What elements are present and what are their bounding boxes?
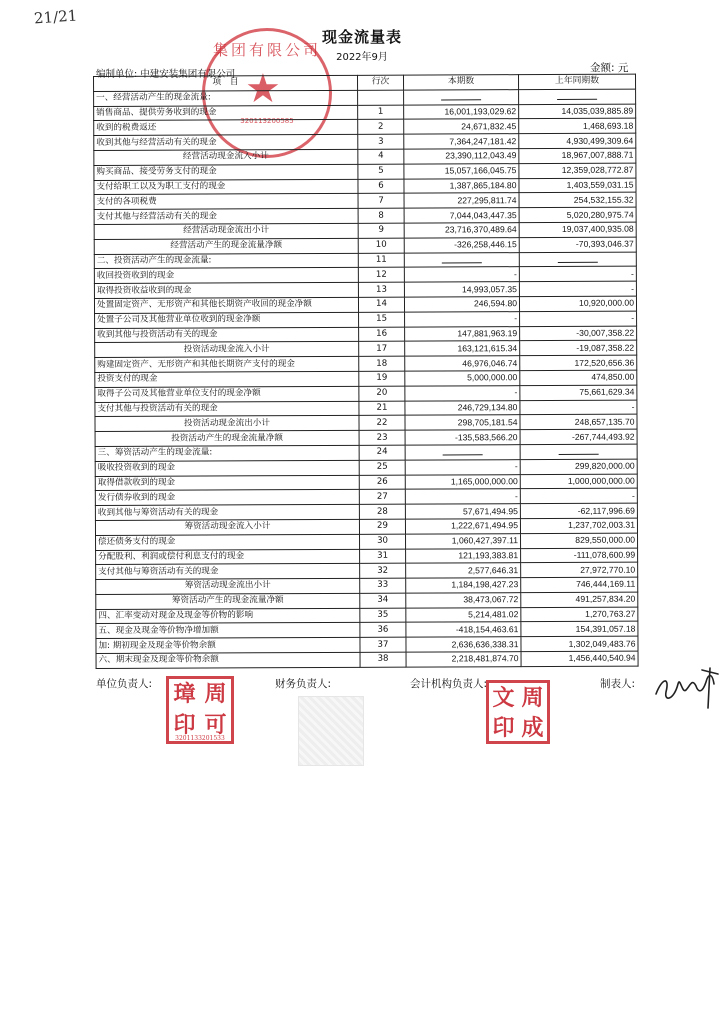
seal-char: 印 <box>173 712 196 738</box>
blank-rule <box>558 262 598 263</box>
row-previous-value: 1,403,559,031.15 <box>519 178 636 193</box>
row-item-label: 投资活动产生的现金流量净额 <box>95 430 359 446</box>
row-previous-value: 19,037,400,935.08 <box>519 222 636 237</box>
seal-char: 璋 <box>173 681 196 707</box>
header-item: 项 目 <box>94 75 358 91</box>
row-line-no: 7 <box>358 194 404 209</box>
row-previous-value: 474,850.00 <box>520 370 637 385</box>
row-previous-value: 491,257,834.20 <box>521 592 638 607</box>
row-previous-value: 829,550,000.00 <box>520 533 637 548</box>
row-previous-value: 1,270,763.27 <box>521 607 638 622</box>
unit-head-seal-code: 3201133201533 <box>175 735 225 742</box>
row-current-value: -326,258,446.15 <box>404 237 519 252</box>
row-previous-value: 154,391,057.18 <box>521 622 638 637</box>
company-name: 编制单位: 中建安装集团有限公司 <box>96 69 236 80</box>
header-line-no: 行次 <box>357 75 403 90</box>
seal-char: 成 <box>521 715 544 741</box>
row-previous-value <box>519 89 636 104</box>
seal-char: 文 <box>492 685 515 711</box>
header-current-period: 本期数 <box>403 75 518 90</box>
row-previous-value: 18,967,007,888.71 <box>519 148 636 163</box>
preparer-label: 制表人: <box>600 678 636 690</box>
row-item-label: 投资活动现金流出小计 <box>95 416 359 432</box>
row-line-no: 18 <box>359 356 405 371</box>
row-previous-value: 299,820,000.00 <box>520 459 637 474</box>
company-seal-code: 320113200585 <box>240 117 294 125</box>
header-previous-period: 上年同期数 <box>518 74 635 89</box>
row-current-value: - <box>405 459 520 474</box>
row-previous-value: - <box>519 266 636 281</box>
row-line-no: 32 <box>360 563 406 578</box>
row-line-no: 6 <box>358 179 404 194</box>
finance-head-label: 财务负责人: <box>275 678 332 690</box>
row-item-label: 收回投资收到的现金 <box>94 268 358 284</box>
row-item-label: 经营活动现金流出小计 <box>94 223 358 239</box>
row-item-label: 六、期末现金及现金等价物余额 <box>96 652 360 668</box>
row-item-label: 筹资活动现金流入小计 <box>95 519 359 535</box>
row-line-no: 29 <box>359 519 405 534</box>
row-item-label: 投资支付的现金 <box>95 371 359 387</box>
row-current-value: - <box>404 267 519 282</box>
row-current-value <box>404 89 519 104</box>
blank-rule <box>441 99 481 100</box>
page-title: 现金流量表 <box>321 28 402 46</box>
company-seal-text: 集团有限公司 <box>212 41 321 59</box>
row-current-value: 1,060,427,397.11 <box>406 533 521 548</box>
row-previous-value: - <box>520 488 637 503</box>
row-line-no: 36 <box>360 623 406 638</box>
row-item-label: 支付其他与筹资活动有关的现金 <box>96 564 360 580</box>
row-current-value: 1,222,671,494.95 <box>405 519 520 534</box>
row-previous-value: 1,468,693.18 <box>519 119 636 134</box>
row-line-no: 24 <box>359 445 405 460</box>
row-line-no: 10 <box>358 238 404 253</box>
row-current-value: 1,184,198,427.23 <box>406 578 521 593</box>
row-previous-value: 172,520,656.36 <box>520 355 637 370</box>
row-line-no: 17 <box>359 341 405 356</box>
page-number-mark: 21/21 <box>33 6 78 28</box>
row-previous-value: 1,000,000,000.00 <box>520 474 637 489</box>
row-current-value: 1,165,000,000.00 <box>405 474 520 489</box>
row-line-no: 13 <box>358 282 404 297</box>
row-line-no: 34 <box>360 593 406 608</box>
row-line-no: 31 <box>360 549 406 564</box>
row-item-label: 偿还债务支付的现金 <box>96 534 360 550</box>
row-line-no: 15 <box>359 312 405 327</box>
row-item-label: 购建固定资产、无形资产和其他长期资产支付的现金 <box>95 356 359 372</box>
row-item-label: 筹资活动产生的现金流量净额 <box>96 593 360 609</box>
seal-char: 印 <box>492 715 515 741</box>
row-item-label: 分配股利、利润或偿付利息支付的现金 <box>96 549 360 565</box>
row-current-value: -135,583,566.20 <box>405 430 520 445</box>
row-previous-value: -267,744,493.92 <box>520 429 637 444</box>
seal-char: 可 <box>204 712 227 738</box>
row-previous-value: 4,930,499,309.64 <box>519 133 636 148</box>
row-current-value <box>404 252 519 267</box>
row-current-value: 246,729,134.80 <box>405 400 520 415</box>
row-item-label: 经营活动产生的现金流量净额 <box>94 238 358 254</box>
row-previous-value: -111,078,600.99 <box>521 548 638 563</box>
row-current-value: 46,976,046.74 <box>405 356 520 371</box>
row-line-no: 4 <box>358 149 404 164</box>
row-previous-value: -62,117,996.69 <box>520 503 637 518</box>
seal-char: 周 <box>521 685 544 711</box>
row-line-no: 21 <box>359 401 405 416</box>
row-previous-value: 27,972,770.10 <box>521 562 638 577</box>
row-current-value: 2,577,646.31 <box>406 563 521 578</box>
row-item-label: 四、汇率变动对现金及现金等价物的影响 <box>96 608 360 624</box>
row-item-label: 支付其他与投资活动有关的现金 <box>95 401 359 417</box>
row-current-value: 163,121,615.34 <box>405 341 520 356</box>
row-previous-value <box>520 444 637 459</box>
row-previous-value: -30,007,358.22 <box>520 326 637 341</box>
accounting-head-seal <box>486 680 550 744</box>
row-current-value: 57,671,494.95 <box>405 504 520 519</box>
unit-head-seal <box>166 676 234 744</box>
row-previous-value: 5,020,280,975.74 <box>519 207 636 222</box>
row-line-no: 35 <box>360 608 406 623</box>
row-previous-value: 746,444,169.11 <box>521 577 638 592</box>
row-item-label: 取得子公司及其他营业单位支付的现金净额 <box>95 386 359 402</box>
row-item-label: 一、经营活动产生的现金流量: <box>94 90 358 106</box>
row-line-no: 27 <box>359 489 405 504</box>
row-line-no: 30 <box>360 534 406 549</box>
table-row <box>96 651 638 668</box>
row-line-no: 23 <box>359 430 405 445</box>
row-current-value: - <box>405 311 520 326</box>
row-line-no: 9 <box>358 223 404 238</box>
row-current-value: 15,057,166,045.75 <box>404 163 519 178</box>
row-line-no: 28 <box>359 504 405 519</box>
row-line-no: 16 <box>359 327 405 342</box>
row-line-no: 38 <box>360 652 406 667</box>
row-current-value: - <box>405 489 520 504</box>
row-line-no: 11 <box>358 253 404 268</box>
row-current-value <box>405 445 520 460</box>
row-item-label: 加: 期初现金及现金等价物余额 <box>96 638 360 654</box>
blank-rule <box>559 454 599 455</box>
row-line-no: 12 <box>358 268 404 283</box>
row-previous-value: 1,456,440,540.94 <box>521 651 638 666</box>
row-current-value: 23,390,112,043.49 <box>404 149 519 164</box>
row-line-no: 1 <box>358 105 404 120</box>
row-current-value: 2,218,481,874.70 <box>406 652 521 667</box>
preparer-signature <box>652 664 724 712</box>
row-line-no: 26 <box>359 475 405 490</box>
row-line-no: 14 <box>358 297 404 312</box>
row-current-value: 227,295,811.74 <box>404 193 519 208</box>
row-previous-value: 75,661,629.34 <box>520 385 637 400</box>
row-line-no: 33 <box>360 578 406 593</box>
row-current-value: 1,387,865,184.80 <box>404 178 519 193</box>
row-item-label: 销售商品、提供劳务收到的现金 <box>94 105 358 121</box>
blank-rule <box>443 455 483 456</box>
blank-rule <box>442 262 482 263</box>
row-current-value: 24,671,832.45 <box>404 119 519 134</box>
row-current-value: 5,214,481.02 <box>406 607 521 622</box>
row-current-value: 5,000,000.00 <box>405 371 520 386</box>
row-item-label: 投资活动现金流入小计 <box>95 342 359 358</box>
row-previous-value: 12,359,028,772.87 <box>519 163 636 178</box>
row-current-value: 298,705,181.54 <box>405 415 520 430</box>
row-item-label: 支付的各项税费 <box>94 194 358 210</box>
row-previous-value: 14,035,039,885.89 <box>519 104 636 119</box>
row-line-no <box>358 90 404 105</box>
row-current-value: 121,193,383.81 <box>406 548 521 563</box>
row-previous-value <box>519 252 636 267</box>
row-line-no: 5 <box>358 164 404 179</box>
cash-flow-table <box>93 74 639 669</box>
row-previous-value: 10,920,000.00 <box>519 296 636 311</box>
row-item-label: 收到其他与筹资活动有关的现金 <box>95 504 359 520</box>
row-item-label: 处置子公司及其他营业单位收到的现金净额 <box>95 312 359 328</box>
row-line-no: 37 <box>360 637 406 652</box>
row-previous-value: - <box>520 311 637 326</box>
row-item-label: 取得投资收益收到的现金 <box>94 283 358 299</box>
row-item-label: 处置固定资产、无形资产和其他长期资产收回的现金净额 <box>94 297 358 313</box>
row-item-label: 经营活动现金流入小计 <box>94 149 358 165</box>
row-line-no: 2 <box>358 120 404 135</box>
row-line-no: 20 <box>359 386 405 401</box>
row-line-no: 19 <box>359 371 405 386</box>
unit-head-label: 单位负责人: <box>96 678 153 690</box>
row-item-label: 收到其他与投资活动有关的现金 <box>95 327 359 343</box>
row-item-label: 三、筹资活动产生的现金流量: <box>95 445 359 461</box>
finance-head-stamp <box>298 696 364 766</box>
row-previous-value: - <box>519 281 636 296</box>
row-item-label: 发行债券收到的现金 <box>95 490 359 506</box>
row-current-value: 2,636,636,338.31 <box>406 637 521 652</box>
row-previous-value: 1,237,702,003.31 <box>520 518 637 533</box>
report-period: 2022年9月 <box>336 52 388 63</box>
row-previous-value: 254,532,155.32 <box>519 193 636 208</box>
row-line-no: 22 <box>359 415 405 430</box>
row-current-value: 23,716,370,489.64 <box>404 223 519 238</box>
row-item-label: 收到的税费返还 <box>94 120 358 136</box>
row-current-value: 147,881,963.19 <box>405 326 520 341</box>
row-previous-value: -19,087,358.22 <box>520 340 637 355</box>
row-current-value: 7,044,043,447.35 <box>404 208 519 223</box>
row-item-label: 吸收投资收到的现金 <box>95 460 359 476</box>
seal-star-icon: ★ <box>245 66 281 112</box>
row-current-value: 246,594.80 <box>404 297 519 312</box>
row-current-value: 7,364,247,181.42 <box>404 134 519 149</box>
row-item-label: 筹资活动现金流出小计 <box>96 578 360 594</box>
blank-rule <box>557 99 597 100</box>
row-item-label: 支付给职工以及为职工支付的现金 <box>94 179 358 195</box>
row-previous-value: 1,302,049,483.76 <box>521 636 638 651</box>
row-line-no: 8 <box>358 208 404 223</box>
row-current-value: 14,993,057.35 <box>404 282 519 297</box>
seal-char: 周 <box>204 681 227 707</box>
row-current-value: 38,473,067.72 <box>406 593 521 608</box>
row-previous-value: - <box>520 400 637 415</box>
currency-unit: 金额: 元 <box>590 62 629 74</box>
row-item-label: 购买商品、接受劳务支付的现金 <box>94 164 358 180</box>
row-line-no: 3 <box>358 134 404 149</box>
row-current-value: 16,001,193,029.62 <box>404 104 519 119</box>
row-previous-value: -70,393,046.37 <box>519 237 636 252</box>
row-item-label: 二、投资活动产生的现金流量: <box>94 253 358 269</box>
row-item-label: 收到其他与经营活动有关的现金 <box>94 135 358 151</box>
row-line-no: 25 <box>359 460 405 475</box>
row-item-label: 支付其他与经营活动有关的现金 <box>94 209 358 225</box>
row-item-label: 取得借款收到的现金 <box>95 475 359 491</box>
row-item-label: 五、现金及现金等价物净增加额 <box>96 623 360 639</box>
row-current-value: - <box>405 385 520 400</box>
row-current-value: -418,154,463.61 <box>406 622 521 637</box>
row-previous-value: 248,657,135.70 <box>520 414 637 429</box>
accounting-head-label: 会计机构负责人: <box>410 678 488 690</box>
